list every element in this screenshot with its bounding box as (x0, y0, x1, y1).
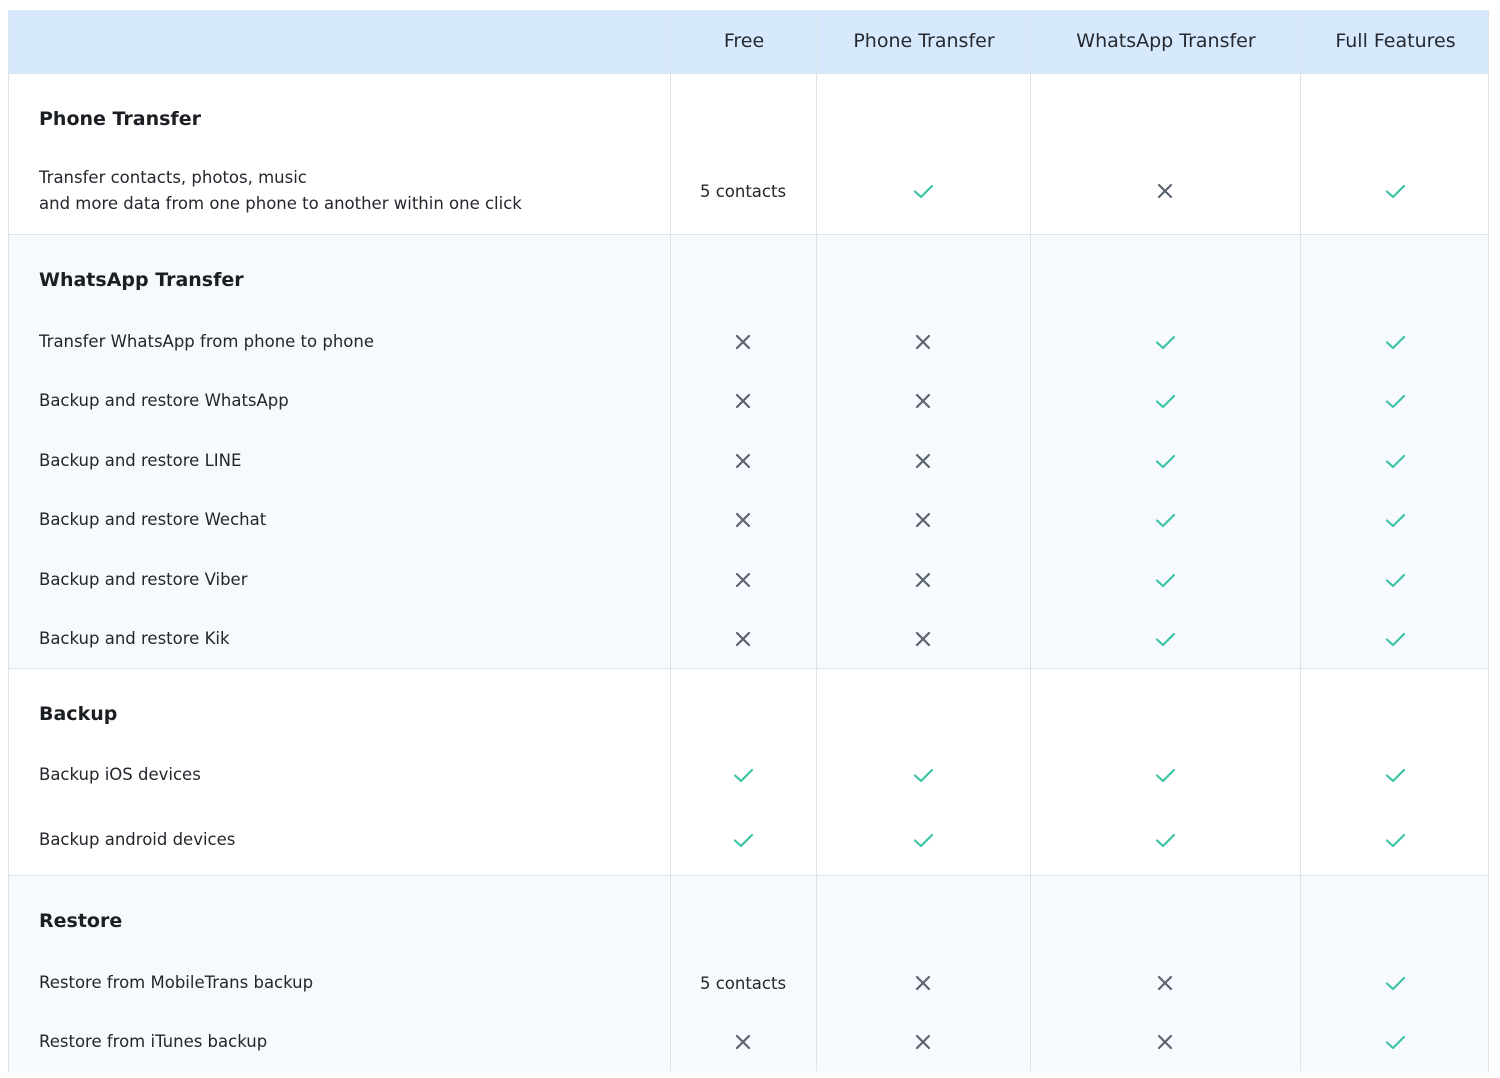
feature-label-line: and more data from one phone to another within one click (39, 194, 522, 213)
feature-label-line: Backup and restore Kik (39, 629, 230, 648)
feature-label-line: Backup and restore Wechat (39, 510, 267, 529)
feature-label-line: Restore from MobileTrans backup (39, 973, 314, 992)
feature-label-line: Backup android devices (39, 830, 236, 849)
header-cell-phone-transfer: Phone Transfer (853, 30, 995, 52)
header-cell-whatsapp-transfer: WhatsApp Transfer (1076, 30, 1256, 52)
column-divider (1300, 10, 1301, 1071)
feature-label-line: Restore from iTunes backup (39, 1032, 268, 1051)
feature-label-line: Backup iOS devices (39, 765, 201, 784)
feature-label-line: Transfer WhatsApp from phone to phone (39, 332, 374, 351)
section-title: WhatsApp Transfer (39, 269, 244, 291)
feature-label-line: Backup and restore WhatsApp (39, 391, 289, 410)
section-title: Backup (39, 703, 118, 725)
section-title: Phone Transfer (39, 108, 201, 130)
header-cell-full-features: Full Features (1335, 30, 1456, 52)
header-cell-free: Free (723, 30, 765, 52)
pricing-comparison-table (8, 10, 1489, 1072)
feature-value-text: 5 contacts (699, 973, 787, 993)
column-dividers (9, 10, 1488, 1071)
feature-label-line: Backup and restore LINE (39, 451, 242, 470)
section-title: Restore (39, 910, 123, 932)
column-divider (1030, 10, 1031, 1071)
feature-value-text: 5 contacts (699, 181, 787, 201)
column-divider (816, 10, 817, 1071)
column-divider (670, 10, 671, 1071)
feature-label-line: Backup and restore Viber (39, 570, 248, 589)
feature-label-line: Transfer contacts, photos, music (39, 168, 307, 187)
